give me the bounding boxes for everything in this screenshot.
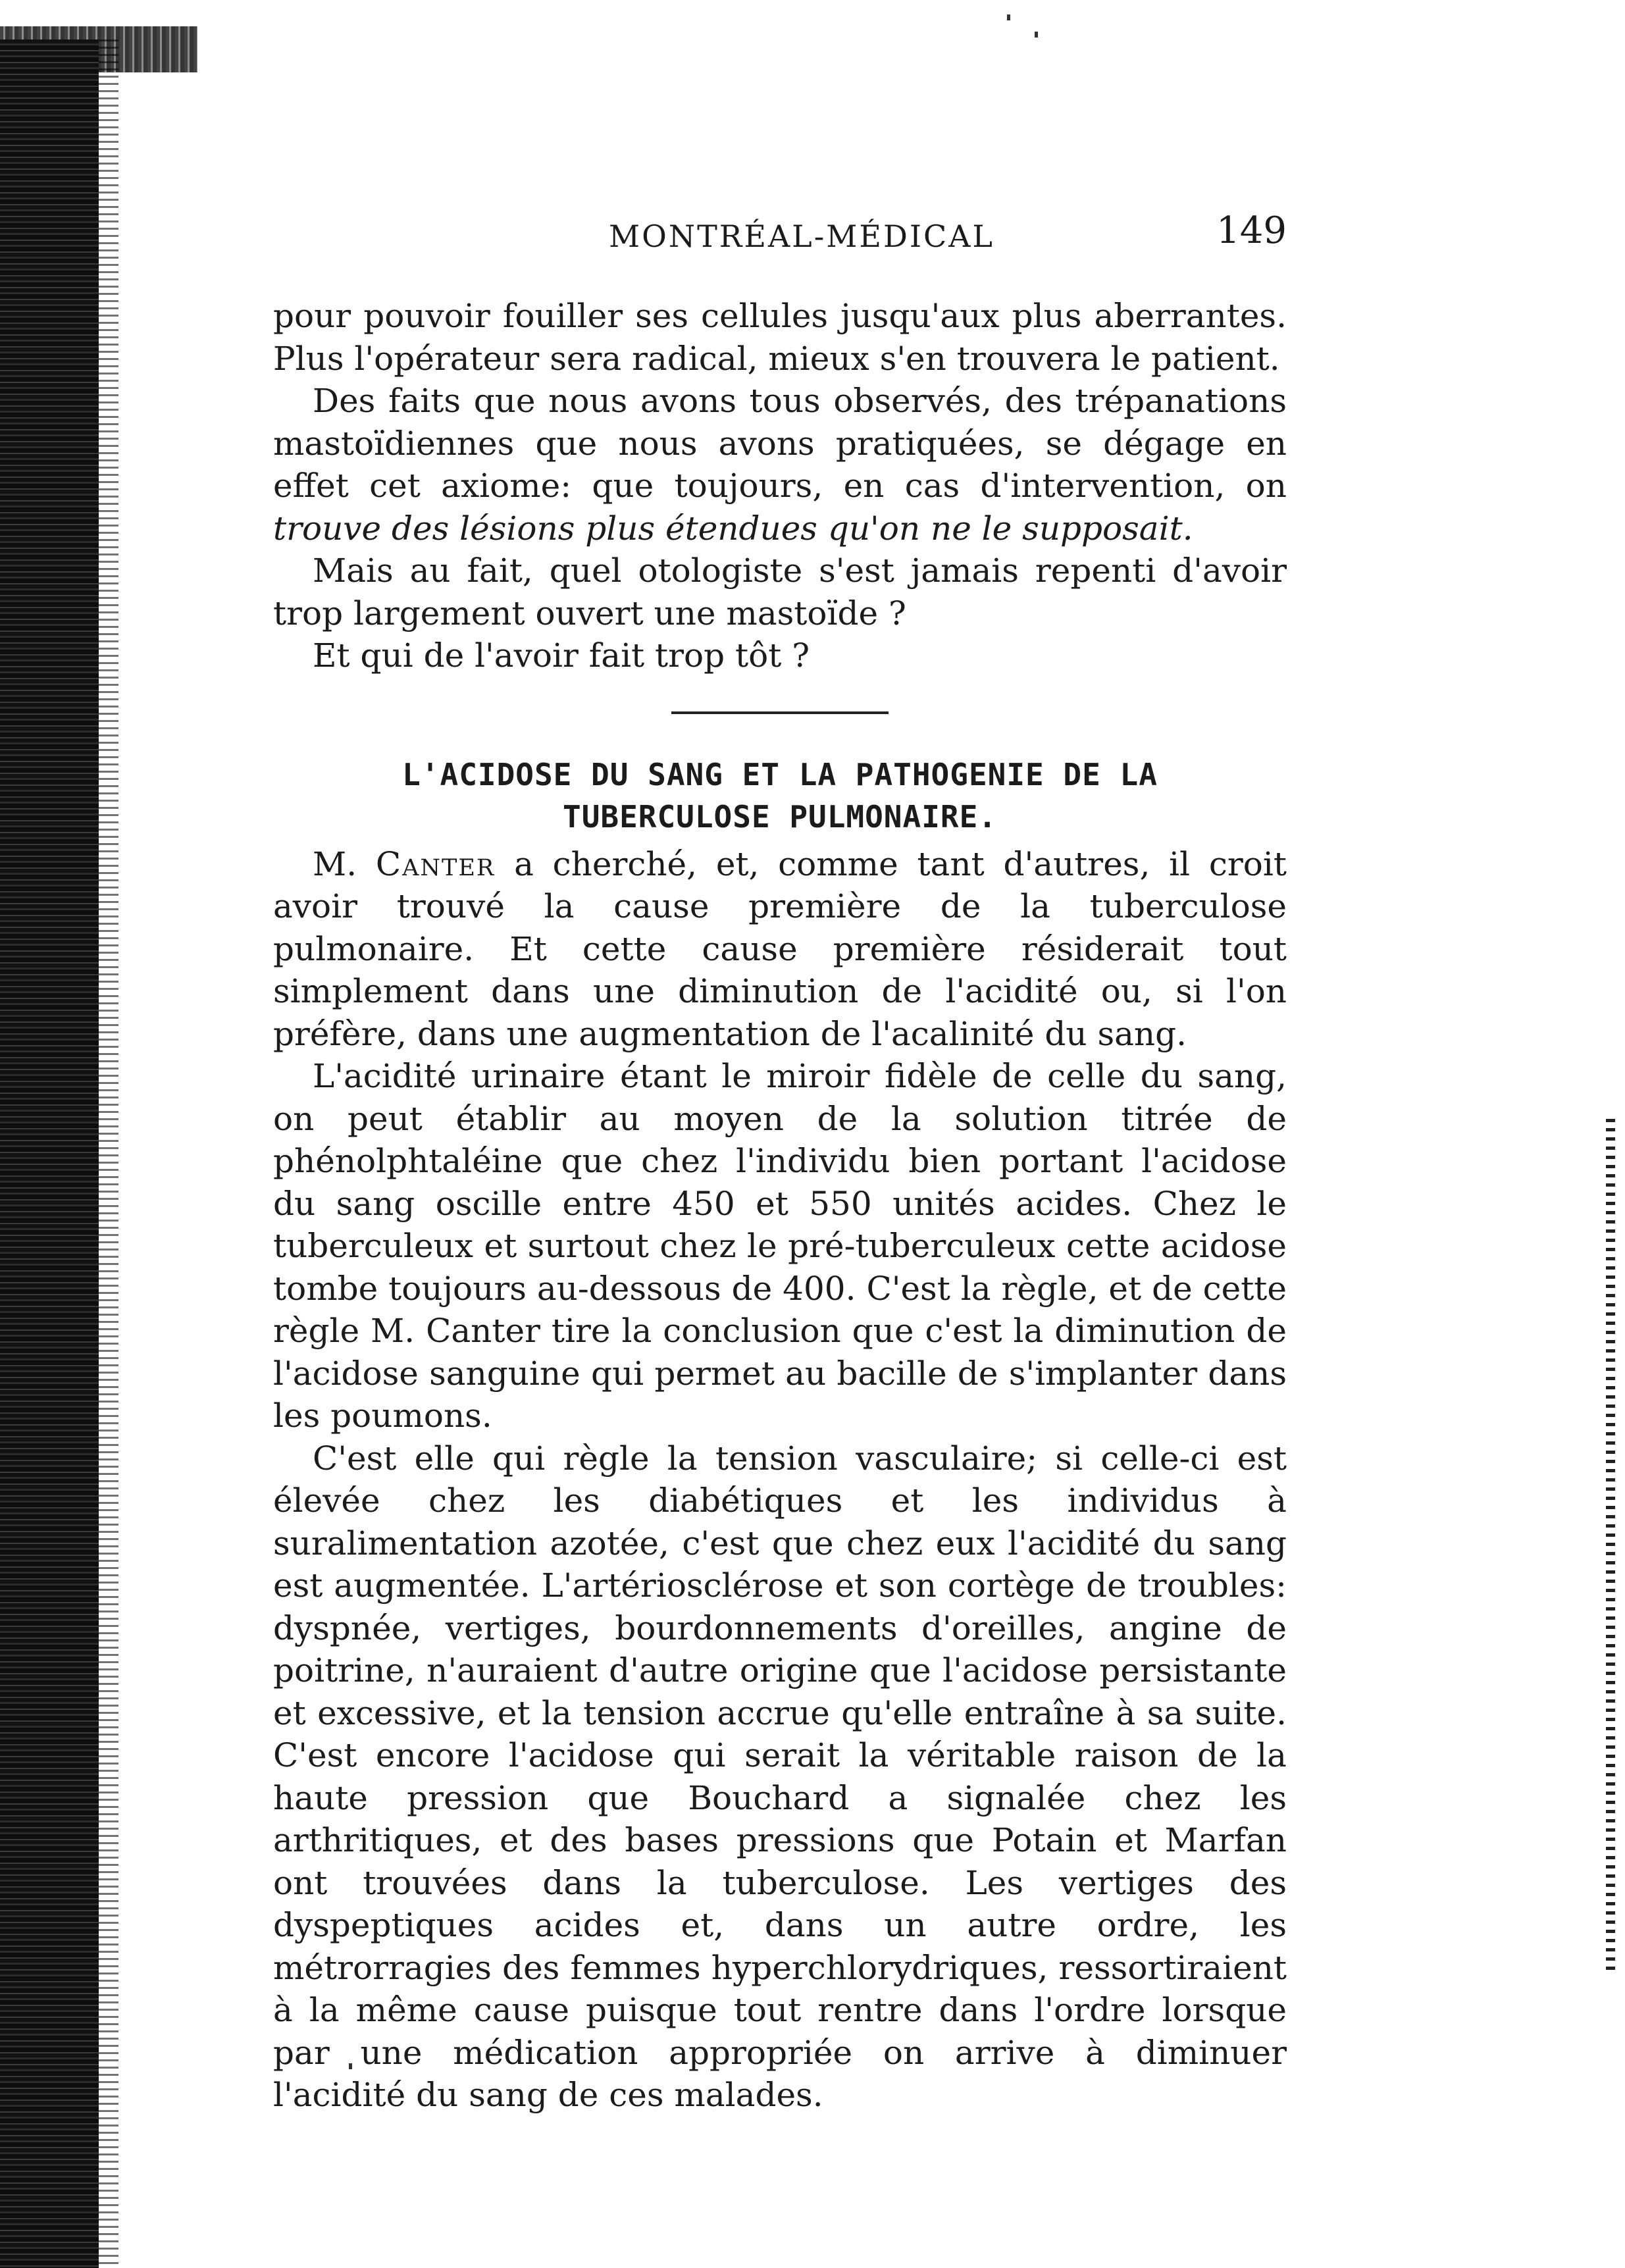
scan-speck bbox=[1035, 32, 1038, 38]
running-head: MONTRÉAL-MÉDICAL bbox=[609, 219, 994, 254]
paragraph-canter bbox=[273, 843, 1287, 1056]
paragraph-tension-vasculaire: C'est elle qui règle la tension vasculaire; si celle-ci est élevée chez les diabétiques et les individus à suralimentation azotée, c'est que chez eux l'acidité du sang est augmentée. L'artériosclérose et son cortège de troubles: dyspnée, vertiges, bourdonnements d'oreilles, angine de poitrine, n'auraient d'autre origine que l'acidose persistante et excessive, et la tension accrue qu'elle entraîne à sa suite. C'est encore l'acidose qui serait la véritable raison de la haute pression que Bouchard a signalée chez les arthritiques, et des bases pressions que Potain et Marfan ont trouvées dans la tuberculose. Les vertiges des dyspeptiques acides et, dans un autre ordre, les métrorragies des femmes hyperchlorydriques, ressortiraient à la même cause puisque tout rentre dans l'ordre lorsque par une médication appropriée on arrive à diminuer l'acidité du sang de ces malades. bbox=[273, 1439, 1287, 2114]
paragraph-acidite-urinaire: L'acidité urinaire étant le miroir fidèle de celle du sang, on peut établir au moyen de la solution titrée de phénolphtaléine que chez l'individu bien portant l'acidose du sang oscille entre 450 et 550 unités acides. Chez le tuberculeux et surtout chez le pré-tuberculeux cette acidose tombe toujours au-dessous de 400. C'est la règle, et de cette règle M. Canter tire la conclusion que c'est la diminution de l'acidose sanguine qui permet au bacille de s'implanter dans les poumons. bbox=[273, 1057, 1287, 1435]
page-edge-shadow bbox=[1606, 1119, 1615, 1974]
article-title-line-2: TUBERCULOSE PULMONAIRE. bbox=[563, 798, 997, 835]
scan-speck bbox=[1007, 14, 1010, 20]
italic-emphasis: trouve des lésions plus étendues qu'on ne le supposait. bbox=[273, 509, 1193, 548]
honorific: M. bbox=[313, 844, 357, 883]
page-body bbox=[273, 295, 1287, 2117]
paragraph-trepanations bbox=[273, 380, 1287, 550]
carryover-paragraph: pour pouvoir fouiller ses cellules jusqu'aux plus aberrantes. Plus l'opérateur sera radical, mieux s'en trouvera le patient. bbox=[273, 297, 1287, 378]
paragraph-trop-tot: Et qui de l'avoir fait trop tôt ? bbox=[313, 636, 810, 675]
author-name: Canter bbox=[375, 844, 496, 883]
paragraph-otologiste: Mais au fait, quel otologiste s'est jamais repenti d'avoir trop largement ouvert une mastoïde ? bbox=[273, 552, 1287, 632]
paragraph-text: Des faits que nous avons tous observés, des trépanations mastoïdiennes que nous avons pratiquées, se dégage en effet cet axiome: que toujours, en cas d'intervention, on bbox=[273, 382, 1287, 505]
page-number: 149 bbox=[1216, 209, 1287, 252]
page-header bbox=[273, 209, 1287, 262]
section-divider bbox=[671, 711, 889, 714]
paragraph-text: a cherché, et, comme tant d'autres, il croit avoir trouvé la cause première de la tuberculose pulmonaire. Et cette cause première résiderait tout simplement dans une diminution de l'acidité ou, si l'on préfère, dans une augmentation de l'acalinité du sang. bbox=[273, 844, 1287, 1053]
binding-edge bbox=[0, 39, 99, 2268]
article-title-line-1: L'ACIDOSE DU SANG ET LA PATHOGENIE DE LA bbox=[402, 756, 1158, 792]
article-title bbox=[273, 754, 1287, 838]
